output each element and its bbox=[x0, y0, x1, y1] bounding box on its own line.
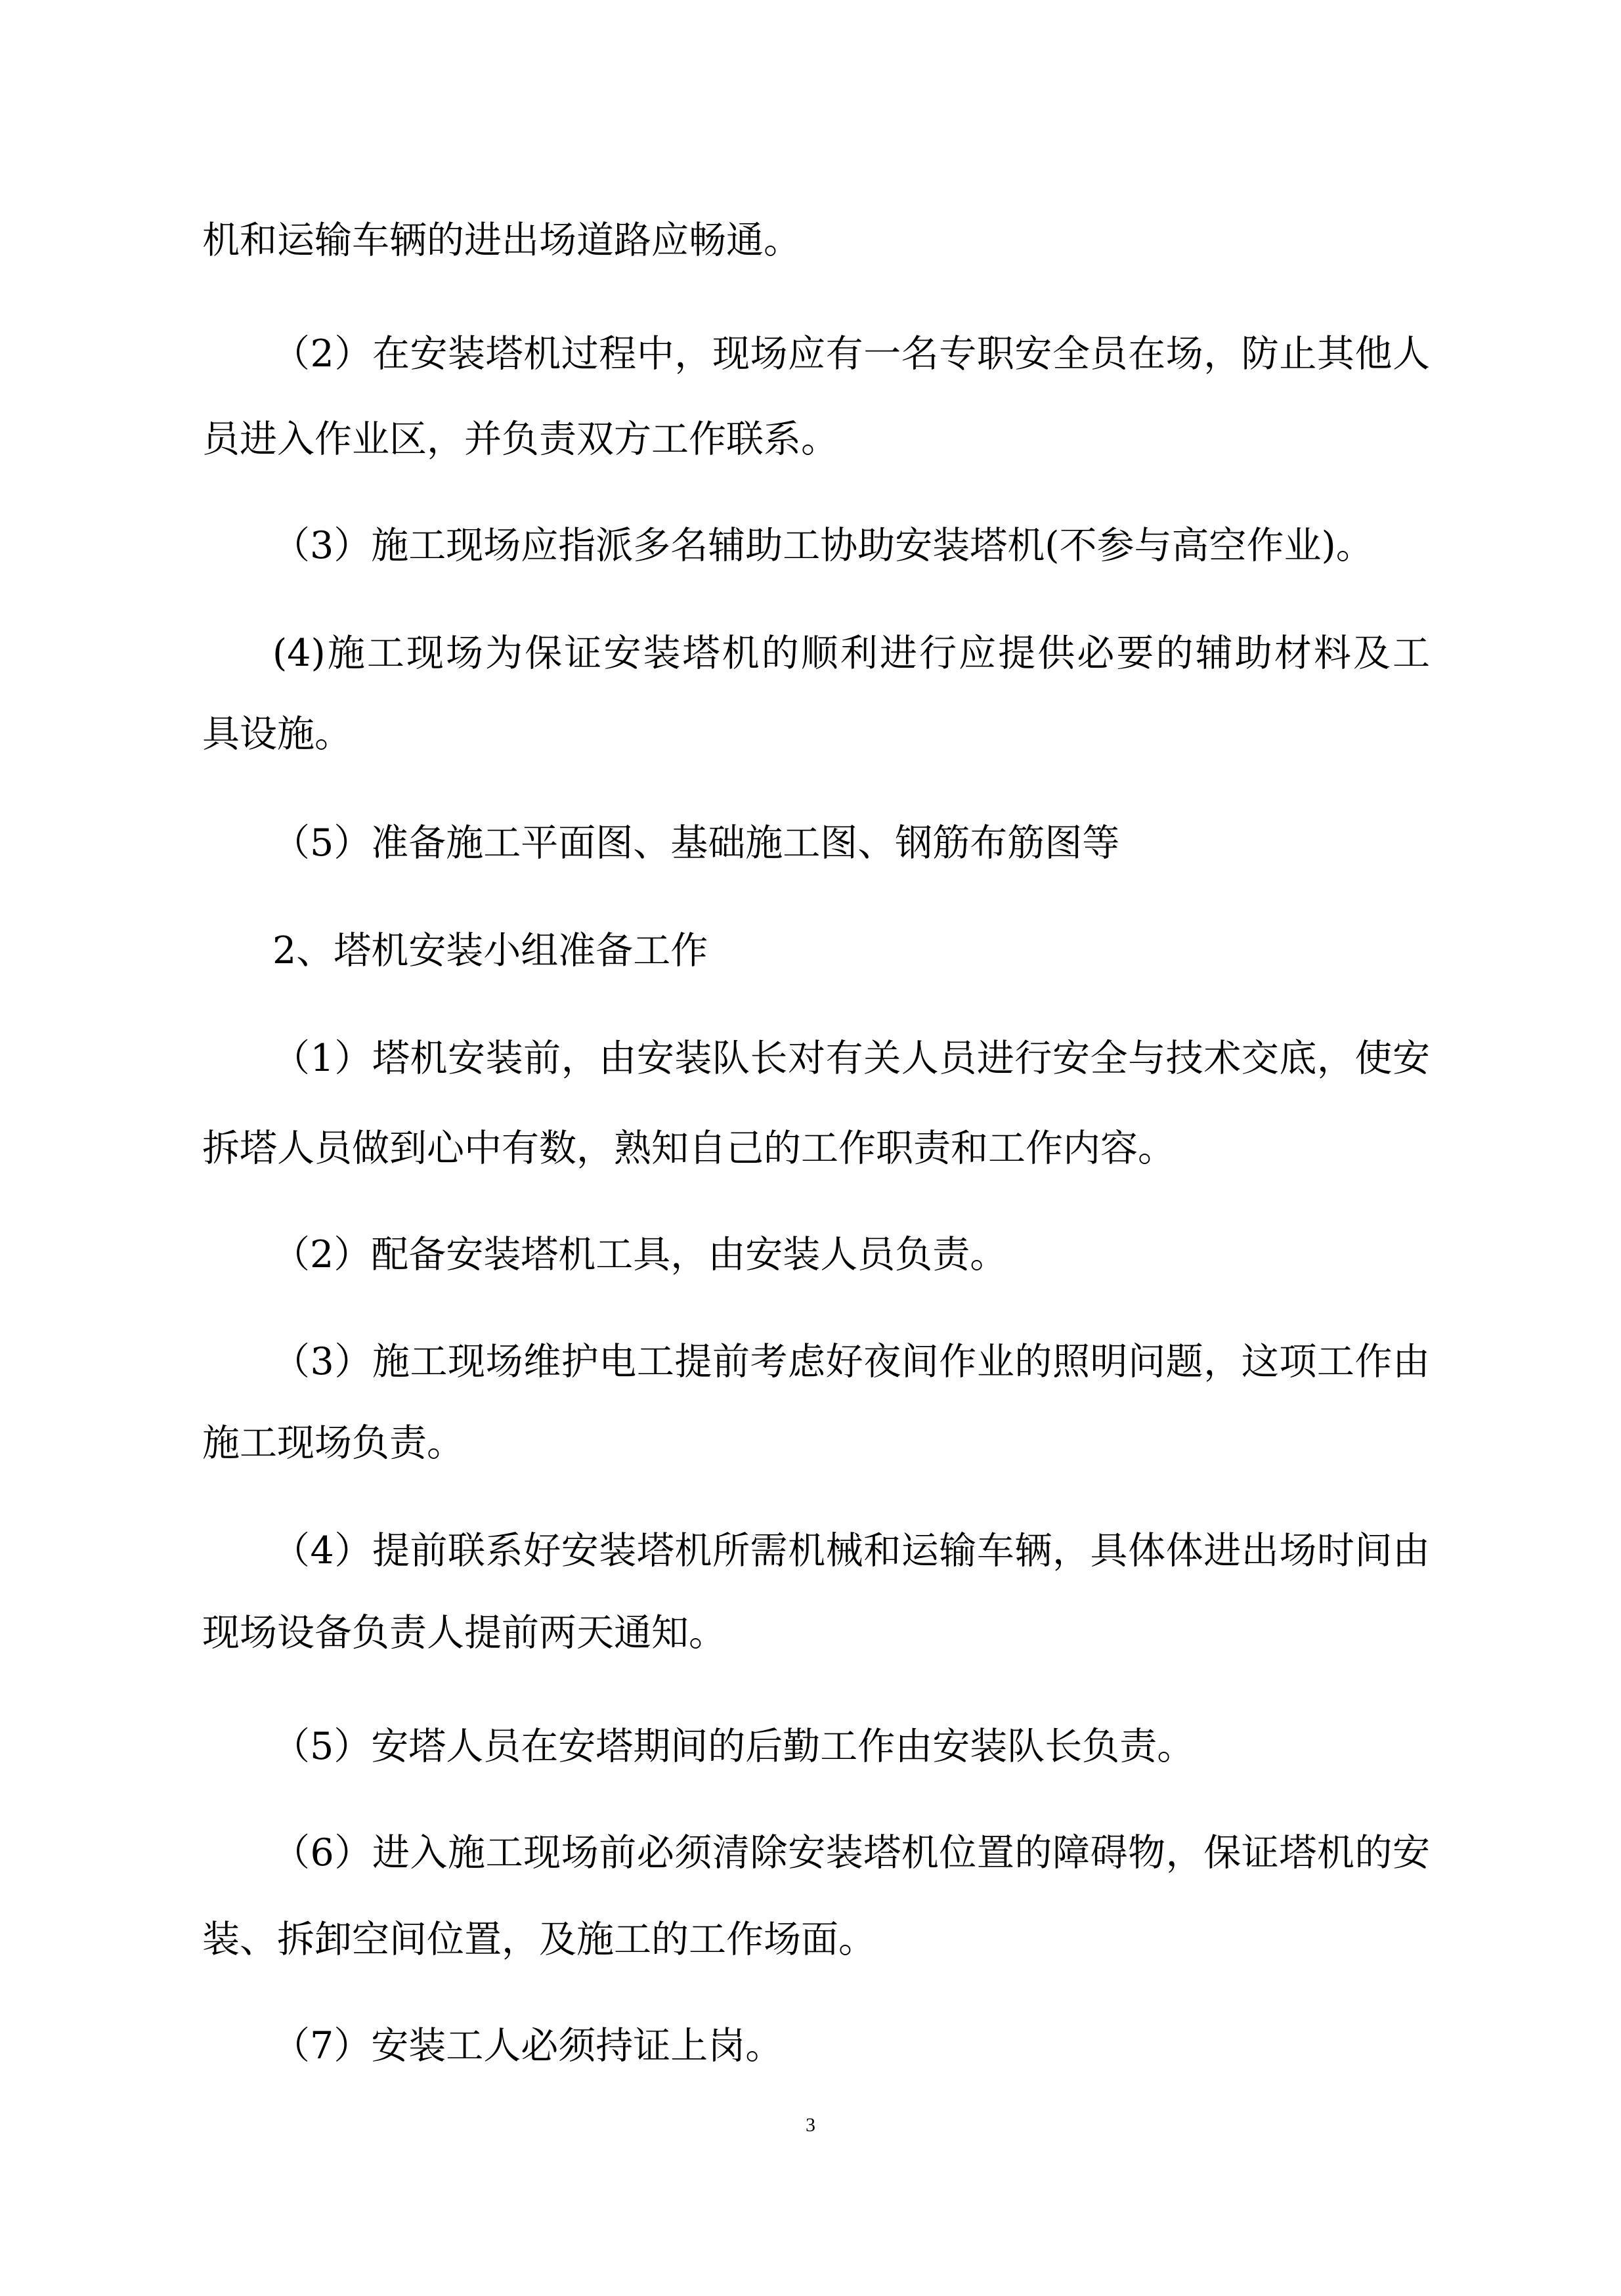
paragraph-line: 施工现场负责。 bbox=[202, 1421, 464, 1465]
paragraph-line: 员进入作业区，并负责双方工作联系。 bbox=[202, 418, 838, 461]
section-heading: 2、塔机安装小组准备工作 bbox=[272, 929, 708, 972]
paragraph-line: 装、拆卸空间位置，及施工的工作场面。 bbox=[202, 1918, 876, 1961]
paragraph-line: （5）安塔人员在安塔期间的后勤工作由安装队长负责。 bbox=[272, 1725, 1195, 1768]
paragraph-line: （3）施工现场维护电工提前考虑好夜间作业的照明问题，这项工作由 bbox=[272, 1340, 1430, 1383]
paragraph-line: （7）安装工人必须持证上岗。 bbox=[272, 2024, 783, 2068]
page-number: 3 bbox=[806, 2114, 815, 2136]
paragraph-line: （5）准备施工平面图、基础施工图、钢筋布筋图等 bbox=[272, 821, 1120, 865]
paragraph-line: （1）塔机安装前，由安装队长对有关人员进行安全与技术交底，使安 bbox=[272, 1037, 1430, 1080]
paragraph-line: （4）提前联系好安装塔机所需机械和运输车辆，具体体进出场时间由 bbox=[272, 1529, 1430, 1572]
paragraph-line: （2）配备安装塔机工具，由安装人员负责。 bbox=[272, 1233, 1008, 1276]
paragraph-line: 拆塔人员做到心中有数，熟知自己的工作职责和工作内容。 bbox=[202, 1127, 1175, 1170]
paragraph-line: 机和运输车辆的进出场道路应畅通。 bbox=[202, 219, 801, 262]
paragraph-line: （2）在安装塔机过程中，现场应有一名专职安全员在场，防止其他人 bbox=[272, 332, 1430, 376]
paragraph-line: 现场设备负责人提前两天通知。 bbox=[202, 1611, 726, 1655]
paragraph-line: （3）施工现场应指派多名辅助工协助安装塔机(不参与高空作业)。 bbox=[272, 524, 1373, 567]
paragraph-line: (4)施工现场为保证安装塔机的顺利进行应提供必要的辅助材料及工 bbox=[272, 632, 1430, 675]
paragraph-line: 具设施。 bbox=[202, 712, 352, 756]
paragraph-line: （6）进入施工现场前必须清除安装塔机位置的障碍物，保证塔机的安 bbox=[272, 1831, 1430, 1874]
